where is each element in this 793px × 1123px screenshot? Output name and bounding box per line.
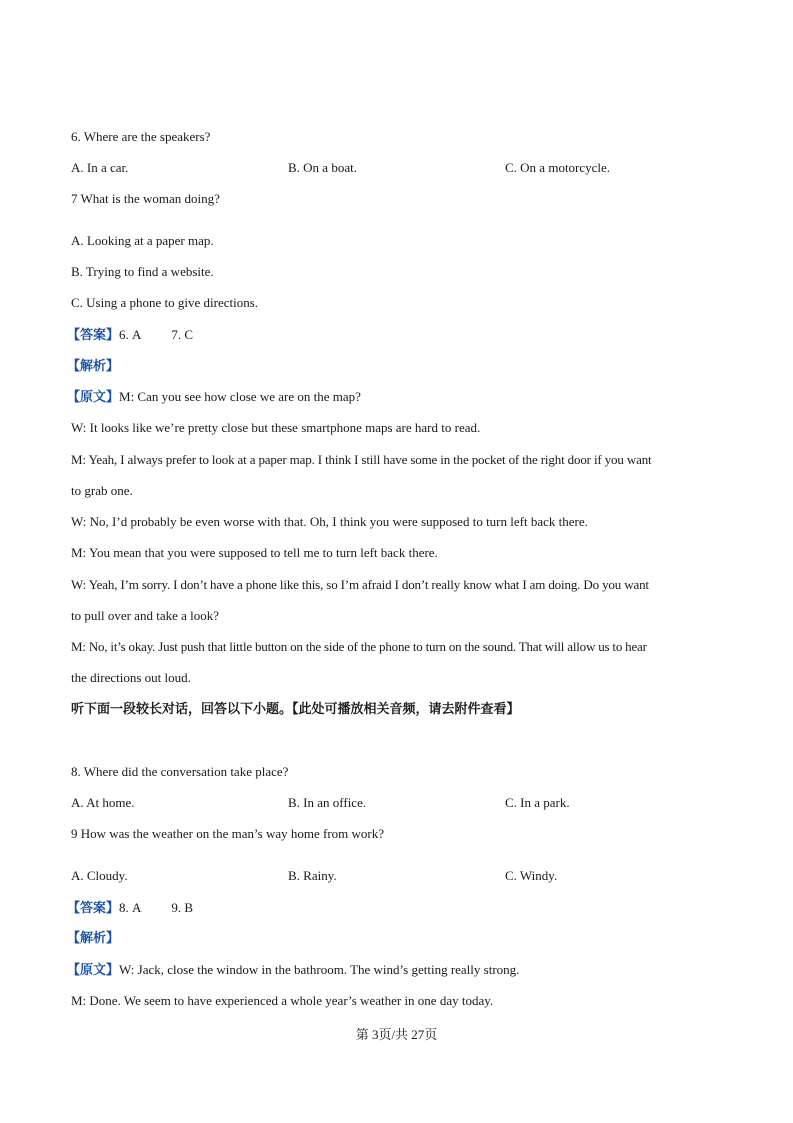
listening-instruction: 听下面一段较长对话，回答以下小题。【此处可播放相关音频，请去附件查看】 xyxy=(71,702,520,717)
q9-option-b: B. Rainy. xyxy=(288,868,337,883)
transcript-line-4: to grab one. xyxy=(71,483,133,498)
analysis-block-1 xyxy=(67,358,119,375)
transcript-line-7: W: Yeah, I’m sorry. I don’t have a phone like this, so I’m afraid I don’t really know what I am doing. Do you want xyxy=(71,577,649,592)
q7-option-b: B. Trying to find a website. xyxy=(71,264,214,279)
transcript-line-10: the directions out loud. xyxy=(71,670,191,685)
q7-option-c: C. Using a phone to give directions. xyxy=(71,295,259,310)
transcript-line-6: M: You mean that you were supposed to tell me to turn left back there. xyxy=(71,545,438,560)
q6-option-b: B. On a boat. xyxy=(288,160,357,175)
transcript-line-9: M: No, it’s okay. Just push that little button on the side of the phone to turn on the sound. That will allow us to hear xyxy=(71,639,647,654)
transcript-line-1 xyxy=(67,389,361,406)
q7-option-a: A. Looking at a paper map. xyxy=(71,233,214,248)
answer-7: 7. C xyxy=(171,327,194,342)
q9-option-c: C. Windy. xyxy=(505,868,558,883)
answer-block-1 xyxy=(67,327,193,344)
q8-option-b: B. In an office. xyxy=(288,795,367,810)
analysis-block-2 xyxy=(67,930,119,947)
answer-tag: 【答案】 xyxy=(67,901,120,916)
transcript-line-8: to pull over and take a look? xyxy=(71,608,220,623)
transcript-text: W: Jack, close the window in the bathroom. The wind’s getting really strong. xyxy=(119,962,520,977)
transcript-line-5: W: No, I’d probably be even worse with that. Oh, I think you were supposed to turn left back there. xyxy=(71,514,588,529)
page-number: 第 3页/共 27页 xyxy=(355,1027,438,1042)
analysis-tag: 【解析】 xyxy=(67,931,120,946)
transcript2-line-1 xyxy=(67,962,519,979)
transcript-tag: 【原文】 xyxy=(67,390,120,405)
question-9: 9 How was the weather on the man’s way home from work? xyxy=(71,826,384,841)
q9-option-a: A. Cloudy. xyxy=(71,868,128,883)
transcript-line-3: M: Yeah, I always prefer to look at a paper map. I think I still have some in the pocket of the right door if you want xyxy=(71,452,652,467)
question-6: 6. Where are the speakers? xyxy=(71,129,211,144)
q6-option-a: A. In a car. xyxy=(71,160,129,175)
analysis-tag: 【解析】 xyxy=(67,359,120,374)
answer-8: 8. A xyxy=(119,900,142,915)
q8-option-c: C. In a park. xyxy=(505,795,570,810)
question-7: 7 What is the woman doing? xyxy=(71,191,220,206)
answer-block-2 xyxy=(67,900,193,917)
transcript-line-2: W: It looks like we’re pretty close but these smartphone maps are hard to read. xyxy=(71,420,481,435)
transcript2-line-2: M: Done. We seem to have experienced a whole year’s weather in one day today. xyxy=(71,993,494,1008)
transcript-tag: 【原文】 xyxy=(67,963,120,978)
q6-option-c: C. On a motorcycle. xyxy=(505,160,611,175)
answer-9: 9. B xyxy=(171,900,194,915)
question-8: 8. Where did the conversation take place? xyxy=(71,764,289,779)
answer-6: 6. A xyxy=(119,327,142,342)
q8-option-a: A. At home. xyxy=(71,795,135,810)
transcript-text: M: Can you see how close we are on the map? xyxy=(119,389,361,404)
answer-tag: 【答案】 xyxy=(67,328,120,343)
